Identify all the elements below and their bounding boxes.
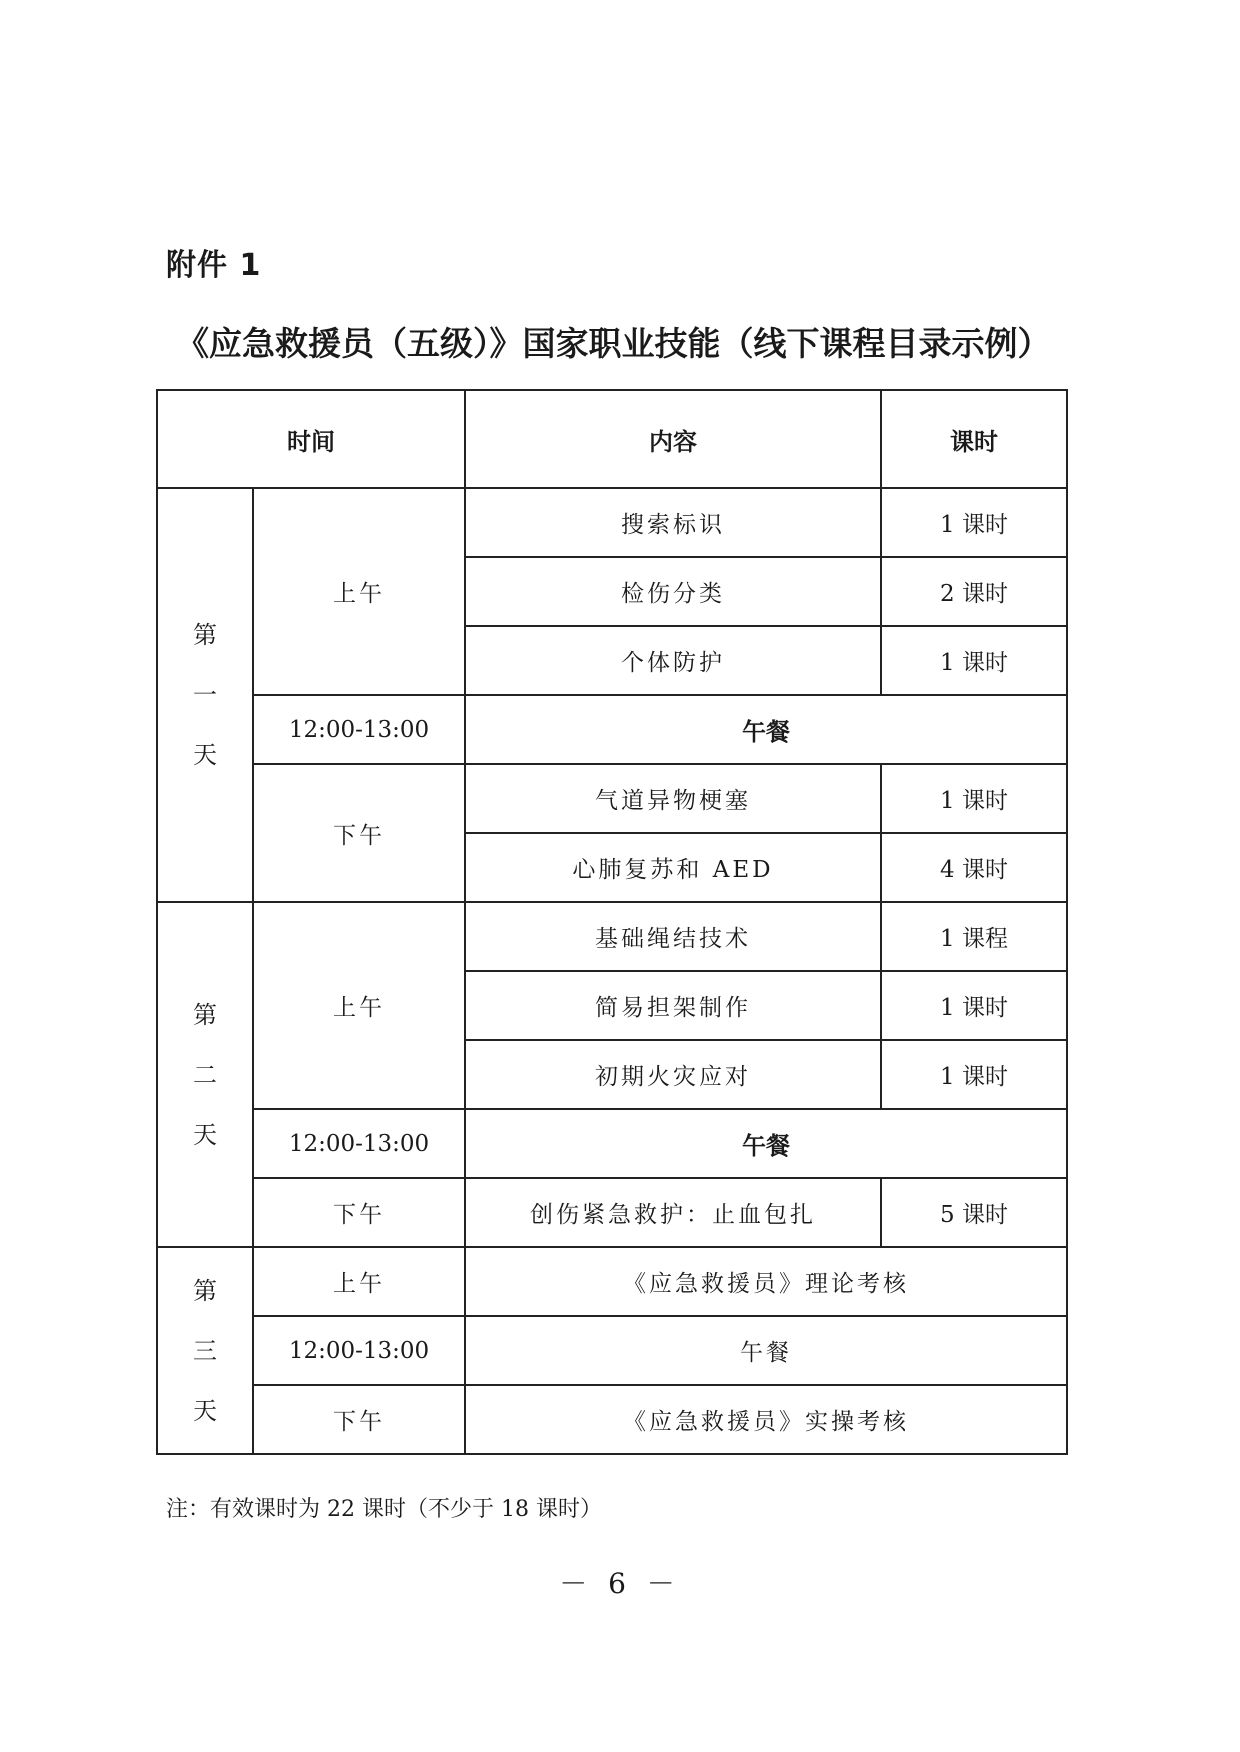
header-time: 时间 <box>157 390 465 488</box>
day-3-lunch-time: 12:00-13:00 <box>253 1316 465 1385</box>
header-content: 内容 <box>465 390 881 488</box>
table-row <box>157 902 1067 971</box>
course-hours: 1 课时 <box>881 488 1067 557</box>
course-hours: 1 课时 <box>881 1040 1067 1109</box>
day-2-morning-label: 上午 <box>253 902 465 1109</box>
course-content: 基础绳结技术 <box>465 902 881 971</box>
table-row <box>157 1109 1067 1178</box>
day-2-label-cell <box>157 902 253 1247</box>
course-content: 检伤分类 <box>465 557 881 626</box>
day-2-lunch-time: 12:00-13:00 <box>253 1109 465 1178</box>
table-row <box>157 1316 1067 1385</box>
day-3-afternoon-label: 下午 <box>253 1385 465 1454</box>
footnote: 注：有效课时为 22 课时（不少于 18 课时） <box>166 1497 602 1522</box>
course-schedule-table <box>156 389 1068 1455</box>
day-2-lunch: 午餐 <box>465 1109 1067 1178</box>
course-content: 个体防护 <box>465 626 881 695</box>
course-hours: 1 课时 <box>881 764 1067 833</box>
course-content: 简易担架制作 <box>465 971 881 1040</box>
course-content: 创伤紧急救护：止血包扎 <box>465 1178 881 1247</box>
table-header-row <box>157 390 1067 488</box>
course-hours: 5 课时 <box>881 1178 1067 1247</box>
page-number: － 6 － <box>559 1567 681 1600</box>
attachment-label: 附件 1 <box>166 248 262 283</box>
course-content: 搜索标识 <box>465 488 881 557</box>
day-1-morning-label: 上午 <box>253 488 465 695</box>
day-1-label-cell <box>157 488 253 902</box>
day-3-afternoon-content: 《应急救援员》实操考核 <box>465 1385 1067 1454</box>
day-1-label: 第一天 <box>193 621 217 769</box>
course-hours: 2 课时 <box>881 557 1067 626</box>
day-3-label-cell <box>157 1247 253 1454</box>
table-row <box>157 695 1067 764</box>
day-3-morning-content: 《应急救援员》理论考核 <box>465 1247 1067 1316</box>
course-hours: 1 课时 <box>881 626 1067 695</box>
day-3-morning-label: 上午 <box>253 1247 465 1316</box>
course-content: 心肺复苏和 AED <box>465 833 881 902</box>
day-2-afternoon-label: 下午 <box>253 1178 465 1247</box>
day-3-label: 第三天 <box>193 1276 217 1425</box>
course-content: 气道异物梗塞 <box>465 764 881 833</box>
day-1-afternoon-label: 下午 <box>253 764 465 902</box>
day-3-lunch: 午餐 <box>465 1316 1067 1385</box>
table-row <box>157 1178 1067 1247</box>
day-1-lunch-time: 12:00-13:00 <box>253 695 465 764</box>
day-2-label: 第二天 <box>193 1000 217 1149</box>
table-row <box>157 488 1067 557</box>
course-hours: 4 课时 <box>881 833 1067 902</box>
header-hours: 课时 <box>881 390 1067 488</box>
table-row <box>157 1385 1067 1454</box>
table-row <box>157 1247 1067 1316</box>
day-1-lunch: 午餐 <box>465 695 1067 764</box>
course-content: 初期火灾应对 <box>465 1040 881 1109</box>
course-hours: 1 课程 <box>881 902 1067 971</box>
document-title: 《应急救援员（五级）》国家职业技能（线下课程目录示例） <box>176 324 1051 363</box>
course-hours: 1 课时 <box>881 971 1067 1040</box>
table-row <box>157 764 1067 833</box>
